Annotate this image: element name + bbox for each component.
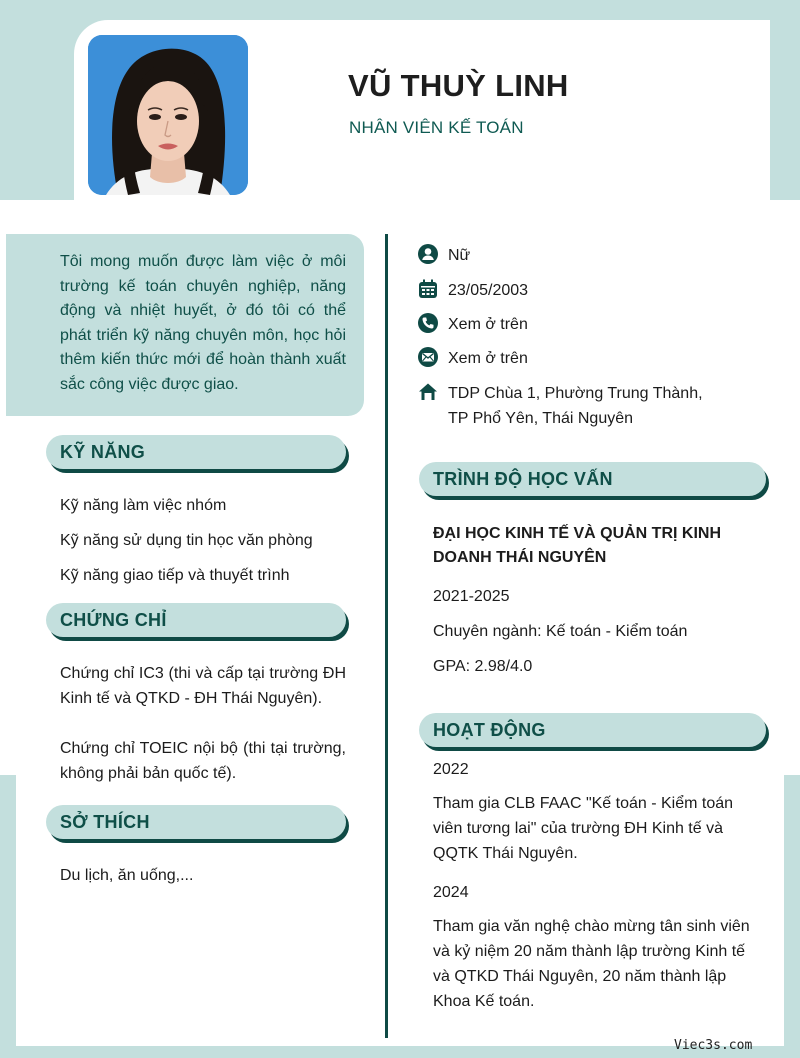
- skill-item: Kỹ năng giao tiếp và thuyết trình: [60, 567, 290, 584]
- email-value: Xem ở trên: [448, 350, 528, 367]
- contact-address: [418, 381, 703, 431]
- section-header-education: TRÌNH ĐỘ HỌC VẤN: [419, 462, 766, 496]
- career-objective: [6, 234, 364, 416]
- activity-year: 2022: [433, 761, 469, 778]
- section-header-hobbies: SỞ THÍCH: [46, 805, 346, 839]
- person-icon: [418, 244, 438, 264]
- candidate-name: VŨ THUỲ LINH: [348, 68, 569, 103]
- education-gpa: GPA: 2.98/4.0: [433, 658, 533, 675]
- education-major: Chuyên ngành: Kế toán - Kiểm toán: [433, 623, 688, 640]
- profile-photo: [88, 35, 248, 195]
- certificate-item: Chứng chỉ IC3 (thi và cấp tại trường ĐH Kinh tế và QTKD - ĐH Thái Nguyên).: [60, 665, 346, 707]
- calendar-icon: [418, 279, 438, 299]
- school-name: [433, 522, 753, 570]
- address-line-1: TDP Chùa 1, Phường Trung Thành,: [448, 385, 703, 402]
- activity-text: Tham gia CLB FAAC "Kế toán - Kiểm toán viên tương lai" của trường ĐH Kinh tế và QQTK Thái Nguyên.: [433, 795, 734, 862]
- contact-birthdate: [418, 278, 528, 303]
- frame-right: [784, 775, 800, 1058]
- activity-year: 2024: [433, 884, 469, 901]
- phone-icon: [418, 313, 438, 333]
- job-title: NHÂN VIÊN KẾ TOÁN: [349, 118, 524, 137]
- objective-text: Tôi mong muốn được làm việc ở môi trường kế toán chuyên nghiệp, năng động và nhiệt huyết, ở đó tôi có thể phát triển kỹ năng chuyên môn, học hỏi thêm kiến thức mới để hoàn thành xuất sắc công việc được giao.: [60, 253, 346, 393]
- school-name-line-2: DOANH THÁI NGUYÊN: [433, 549, 607, 566]
- hobbies-text: Du lịch, ăn uống,...: [60, 867, 194, 884]
- activity-text: Tham gia văn nghệ chào mừng tân sinh viên và kỷ niệm 20 năm thành lập trường Kinh tế và QTKD Thái Nguyên, 20 năm thành lập Khoa Kế toán.: [433, 918, 750, 1010]
- address-value: [448, 381, 703, 431]
- address-line-2: TP Phổ Yên, Thái Nguyên: [448, 410, 634, 427]
- contact-email: [418, 346, 528, 371]
- frame-left: [0, 775, 16, 1058]
- gender-value: Nữ: [448, 247, 471, 264]
- envelope-icon: [418, 347, 438, 367]
- section-header-skills: KỸ NĂNG: [46, 435, 346, 469]
- section-header-activities: HOẠT ĐỘNG: [419, 713, 766, 747]
- home-icon: [418, 382, 438, 402]
- site-watermark: Viec3s.com: [674, 1038, 753, 1053]
- certificate-item: Chứng chỉ TOEIC nội bộ (thi tại trường, không phải bản quốc tế).: [60, 740, 346, 782]
- school-name-line-1: ĐẠI HỌC KINH TẾ VÀ QUẢN TRỊ KINH: [433, 525, 721, 542]
- contact-phone: [418, 312, 528, 337]
- header-band-right: [770, 20, 800, 200]
- birthdate-value: 23/05/2003: [448, 282, 529, 299]
- section-header-certificates: CHỨNG CHỈ: [46, 603, 346, 637]
- portrait-photo-icon: [88, 35, 248, 195]
- skill-item: Kỹ năng sử dụng tin học văn phòng: [60, 532, 313, 549]
- phone-value: Xem ở trên: [448, 316, 528, 333]
- education-years: 2021-2025: [433, 588, 510, 605]
- skill-item: Kỹ năng làm việc nhóm: [60, 497, 227, 514]
- column-divider: [385, 234, 388, 1038]
- contact-gender: [418, 243, 470, 268]
